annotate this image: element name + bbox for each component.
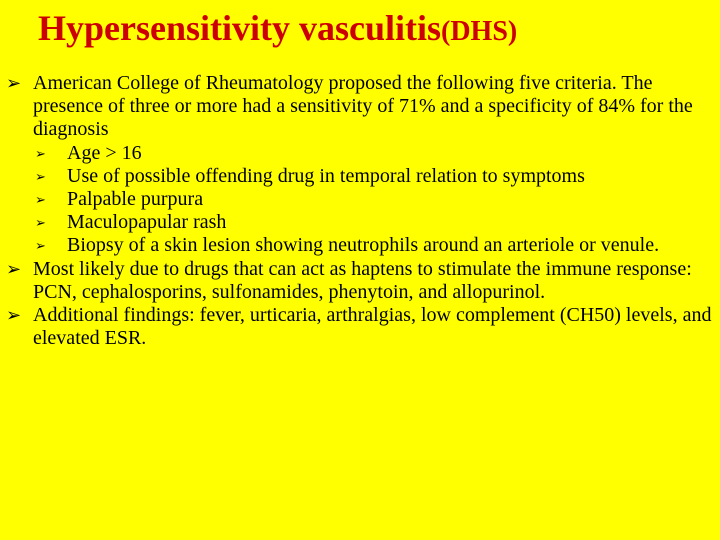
- bullet-text: Additional findings: fever, urticaria, arthralgias, low complement (CH50) levels, and elevated ESR.: [33, 304, 712, 350]
- sub-bullet-item: [6, 211, 716, 234]
- arrow-bullet-icon: ➢: [35, 193, 46, 209]
- bullet-item: [6, 258, 716, 304]
- slide-title: [38, 8, 517, 52]
- slide-title-suffix: (DHS): [441, 16, 518, 47]
- arrow-bullet-icon: ➢: [6, 258, 22, 280]
- bullet-item: [6, 304, 716, 350]
- sub-bullet-item: [6, 234, 716, 257]
- arrow-bullet-icon: ➢: [35, 216, 46, 232]
- bullet-text: Most likely due to drugs that can act as haptens to stimulate the immune response: PCN, cephalosporins, sulfonamides, phenytoin, and allopurinol.: [33, 257, 692, 303]
- sub-bullet-text: Age > 16: [67, 141, 142, 164]
- sub-bullet-text: Palpable purpura: [67, 188, 204, 211]
- arrow-bullet-icon: ➢: [35, 239, 46, 255]
- bullet-item: [6, 72, 716, 142]
- slide-title-main: Hypersensitivity vasculitis: [38, 8, 441, 48]
- bullet-text: American College of Rheumatology proposed the following five criteria. The presence of three or more had a sensitivity of 71% and a specificity of 84% for the diagnosis: [33, 72, 693, 141]
- sub-bullet-item: [6, 188, 716, 211]
- sub-bullet-text: Biopsy of a skin lesion showing neutrophils around an arteriole or venule.: [67, 234, 660, 257]
- arrow-bullet-icon: ➢: [35, 146, 46, 162]
- arrow-bullet-icon: ➢: [6, 73, 22, 94]
- arrow-bullet-icon: ➢: [35, 169, 46, 185]
- slide-content: [6, 72, 716, 350]
- arrow-bullet-icon: ➢: [6, 305, 22, 327]
- sub-bullet-text: Use of possible offending drug in temporal relation to symptoms: [67, 164, 585, 187]
- sub-bullet-item: [6, 165, 716, 188]
- sub-bullet-text: Maculopapular rash: [67, 211, 227, 234]
- sub-bullet-item: [6, 142, 716, 165]
